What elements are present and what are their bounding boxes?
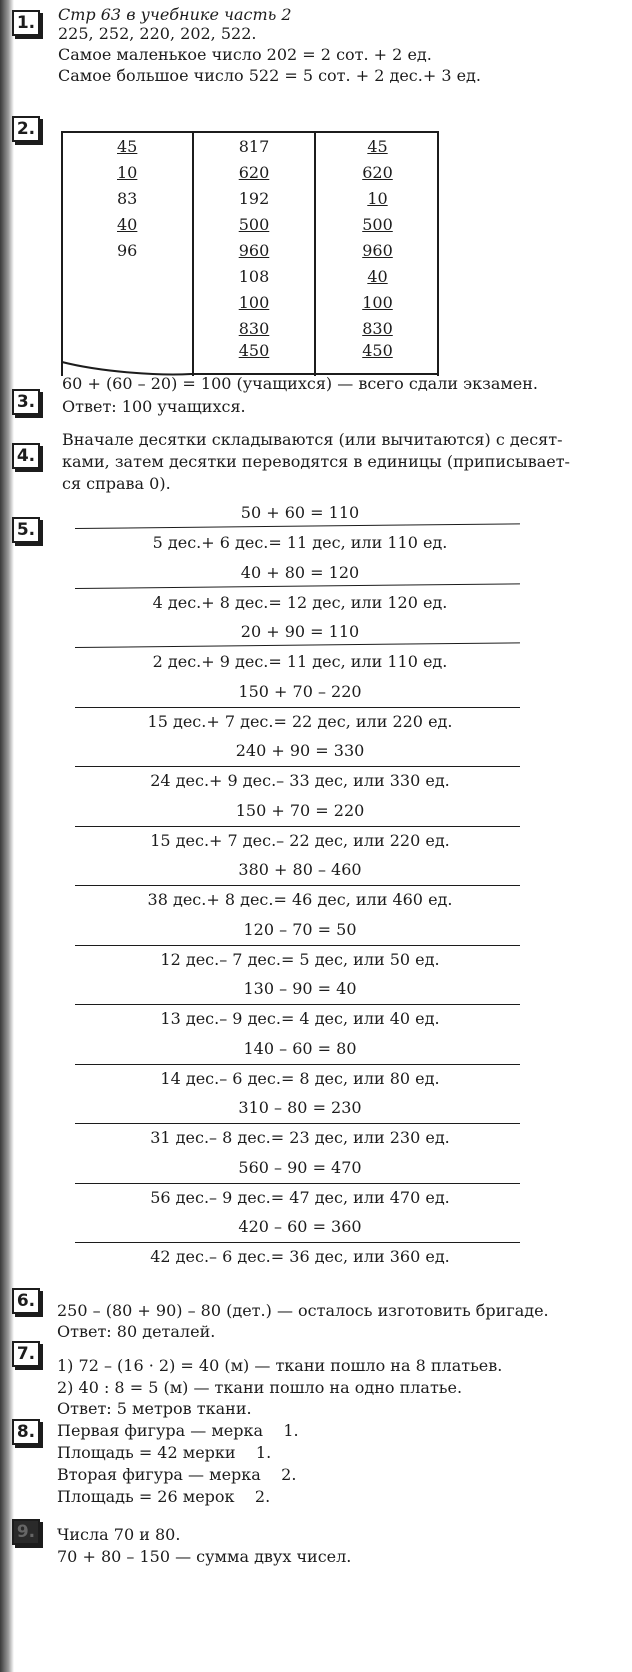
equation: 120 – 70 = 50 xyxy=(243,920,357,939)
equation-explanation: 2 дес.+ 9 дес.= 11 дес, или 110 ед. xyxy=(152,652,448,671)
task-1-number: 1. xyxy=(12,10,40,36)
table-cell: 83 xyxy=(117,189,138,208)
table-cell: 100 xyxy=(362,293,393,312)
task-4-line-3: ся справа 0). xyxy=(62,474,171,493)
table-column-2 xyxy=(192,133,314,376)
task-7-number: 7. xyxy=(12,1341,40,1367)
fraction-line xyxy=(75,523,520,529)
task-4-number: 4. xyxy=(12,443,40,469)
task-8-number: 8. xyxy=(12,1419,40,1445)
task-3-number: 3. xyxy=(12,389,40,415)
equation-explanation: 4 дес.+ 8 дес.= 12 дес, или 120 ед. xyxy=(152,593,448,612)
table-column-1 xyxy=(63,133,192,376)
table-cell: 500 xyxy=(238,215,270,234)
table-cell: 830 xyxy=(362,319,393,338)
equation: 50 + 60 = 110 xyxy=(240,503,360,522)
task-4-line-1: Вначале десятки складываются (или вычитаются) с десят- xyxy=(62,430,563,449)
equation: 20 + 90 = 110 xyxy=(240,622,360,641)
task-5-number: 5. xyxy=(12,517,40,543)
task-8-line-2: Площадь = 42 мерки 1. xyxy=(57,1443,272,1462)
task-4-line-2: ками, затем десятки переводятся в единицы (приписывает- xyxy=(62,452,570,471)
equation-explanation: 12 дес.– 7 дес.= 5 дес, или 50 ед. xyxy=(160,950,440,969)
equation-explanation: 42 дес.– 6 дес.= 36 дес, или 360 ед. xyxy=(150,1247,450,1266)
table-cell: 450 xyxy=(238,341,270,360)
task-6-line-1: 250 – (80 + 90) – 80 (дет.) — осталось изготовить бригаде. xyxy=(57,1301,549,1320)
equation-explanation: 14 дес.– 6 дес.= 8 дес, или 80 ед. xyxy=(160,1069,440,1088)
table-cell: 620 xyxy=(362,163,393,182)
task-3-line-2: Ответ: 100 учащихся. xyxy=(62,397,246,416)
table-cell: 450 xyxy=(362,341,393,360)
task-1-line-3: Самое большое число 522 = 5 сот. + 2 дес.+ 3 ед. xyxy=(58,66,481,85)
fraction-line xyxy=(75,766,520,767)
equation: 380 + 80 – 460 xyxy=(238,860,362,879)
equation-explanation: 13 дес.– 9 дес.= 4 дес, или 40 ед. xyxy=(160,1009,440,1028)
equation: 150 + 70 = 220 xyxy=(235,801,365,820)
fraction-line xyxy=(75,1242,520,1243)
table-cell: 500 xyxy=(362,215,393,234)
table-cell: 10 xyxy=(117,163,138,182)
fraction-line xyxy=(75,885,520,886)
equation: 130 – 90 = 40 xyxy=(243,979,357,998)
table-cell: 192 xyxy=(238,189,270,208)
fraction-line xyxy=(75,826,520,827)
equation: 240 + 90 = 330 xyxy=(235,741,365,760)
table-cell: 108 xyxy=(238,267,270,286)
table-cell: 830 xyxy=(238,319,270,338)
task-1-line-1: 225, 252, 220, 202, 522. xyxy=(58,24,257,43)
equation: 560 – 90 = 470 xyxy=(238,1158,362,1177)
fraction-line xyxy=(75,1183,520,1184)
equation-explanation: 5 дес.+ 6 дес.= 11 дес, или 110 ед. xyxy=(152,533,448,552)
fraction-line xyxy=(75,1064,520,1065)
fraction-line xyxy=(75,1123,520,1124)
fraction-line xyxy=(75,1004,520,1005)
task-1-line-2: Самое маленькое число 202 = 2 сот. + 2 ед. xyxy=(58,45,432,64)
table-column-3 xyxy=(314,133,439,376)
table-cell: 960 xyxy=(238,241,270,260)
task-2-table xyxy=(61,131,439,376)
equation-explanation: 31 дес.– 8 дес.= 23 дес, или 230 ед. xyxy=(150,1128,450,1147)
table-cell: 96 xyxy=(117,241,138,260)
table-cell: 10 xyxy=(367,189,388,208)
task-8-line-4: Площадь = 26 мерок 2. xyxy=(57,1487,271,1506)
task-1-header: Стр 63 в учебнике часть 2 xyxy=(58,5,292,24)
task-8-line-3: Вторая фигура — мерка 2. xyxy=(57,1465,297,1484)
table-cell: 817 xyxy=(238,137,270,156)
task-7-line-3: Ответ: 5 метров ткани. xyxy=(57,1399,252,1418)
task-9-line-2: 70 + 80 – 150 — сумма двух чисел. xyxy=(57,1547,352,1566)
table-cell: 40 xyxy=(367,267,388,286)
equation: 40 + 80 = 120 xyxy=(240,563,360,582)
task-7-line-1: 1) 72 – (16 · 2) = 40 (м) — ткани пошло на 8 платьев. xyxy=(57,1356,503,1375)
task-7-line-2: 2) 40 : 8 = 5 (м) — ткани пошло на одно платье. xyxy=(57,1378,463,1397)
task-9-number: 9. xyxy=(12,1519,40,1545)
table-cell: 100 xyxy=(238,293,270,312)
table-cell: 45 xyxy=(117,137,138,156)
table-cell: 960 xyxy=(362,241,393,260)
task-2-number: 2. xyxy=(12,116,40,142)
fraction-line xyxy=(75,583,520,589)
task-6-number: 6. xyxy=(12,1288,40,1314)
table-cell: 40 xyxy=(117,215,138,234)
equation: 420 – 60 = 360 xyxy=(238,1217,362,1236)
equation: 140 – 60 = 80 xyxy=(243,1039,357,1058)
fraction-line xyxy=(75,945,520,946)
task-3-line-1: 60 + (60 – 20) = 100 (учащихся) — всего сдали экзамен. xyxy=(62,374,539,393)
equation-explanation: 15 дес.+ 7 дес.= 22 дес, или 220 ед. xyxy=(147,712,453,731)
equation-explanation: 38 дес.+ 8 дес.= 46 дес, или 460 ед. xyxy=(147,890,453,909)
equation: 150 + 70 – 220 xyxy=(238,682,362,701)
equation-explanation: 24 дес.+ 9 дес.– 33 дес, или 330 ед. xyxy=(150,771,450,790)
equation: 310 – 80 = 230 xyxy=(238,1098,362,1117)
fraction-line xyxy=(75,707,520,708)
task-6-line-2: Ответ: 80 деталей. xyxy=(57,1322,216,1341)
task-8-line-1: Первая фигура — мерка 1. xyxy=(57,1421,299,1440)
table-cell: 620 xyxy=(238,163,270,182)
equation-explanation: 15 дес.+ 7 дес.– 22 дес, или 220 ед. xyxy=(150,831,450,850)
task-9-line-1: Числа 70 и 80. xyxy=(57,1525,181,1544)
table-cell: 45 xyxy=(367,137,388,156)
fraction-line xyxy=(75,642,520,648)
equation-explanation: 56 дес.– 9 дес.= 47 дес, или 470 ед. xyxy=(150,1188,450,1207)
